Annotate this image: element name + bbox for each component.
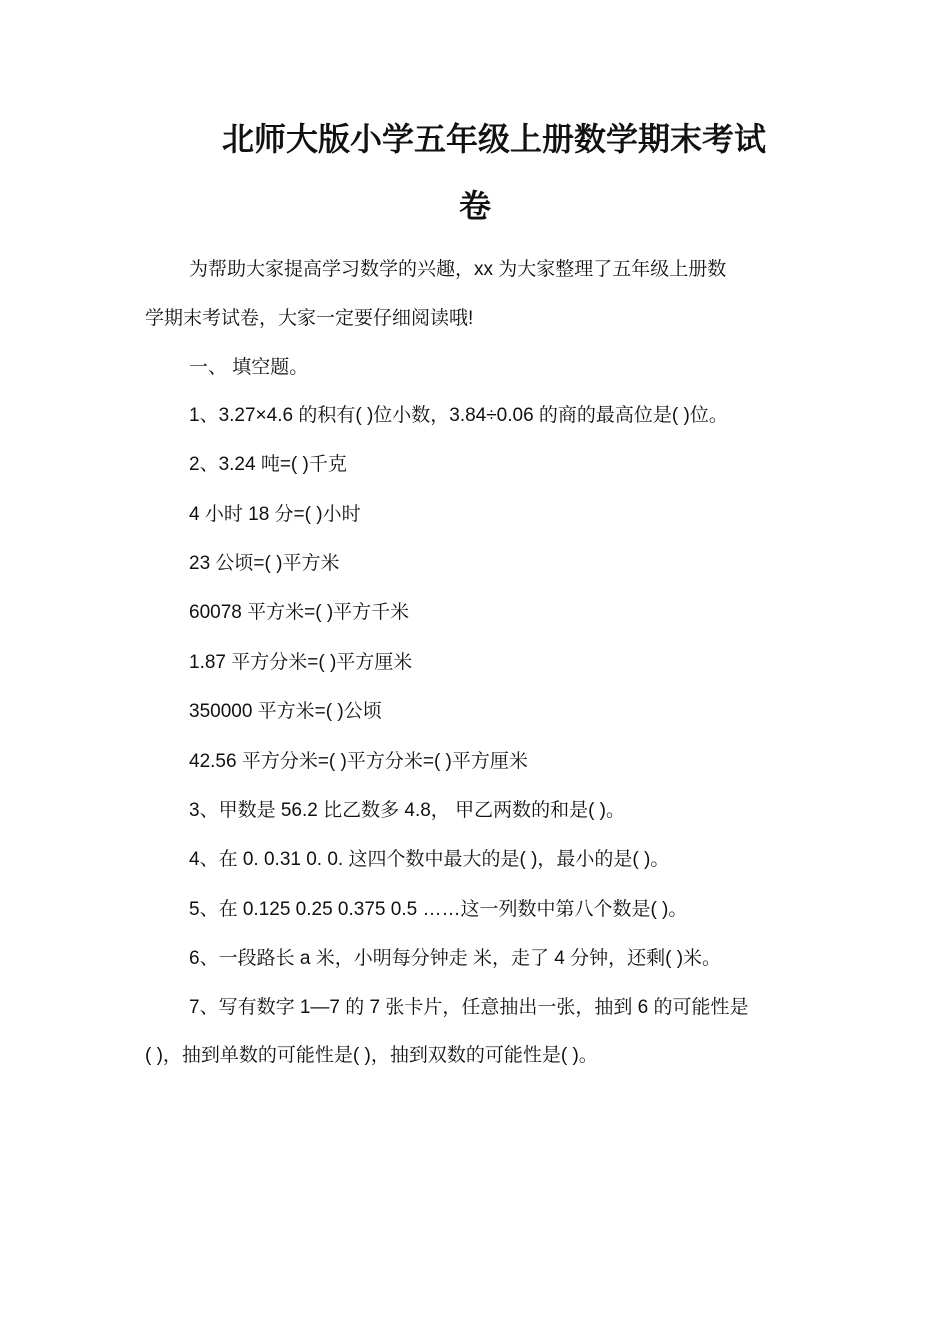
question-2-item: 4 小时 18 分=( )小时 bbox=[189, 504, 361, 525]
question-2-item: 350000 平方米=( )公顷 bbox=[189, 701, 382, 722]
section-heading: 一、 填空题。 bbox=[189, 357, 309, 378]
question-1: 1、3.27×4.6 的积有( )位小数，3.84÷0.06 的商的最高位是( )位。 bbox=[189, 405, 728, 426]
intro-paragraph-line-1: 为帮助大家提高学习数学的兴趣，xx 为大家整理了五年级上册数 bbox=[189, 259, 727, 280]
question-2-item: 23 公顷=( )平方米 bbox=[189, 553, 340, 574]
question-5: 5、在 0.125 0.25 0.375 0.5 ……这一列数中第八个数是( )。 bbox=[189, 899, 688, 920]
intro-paragraph-line-2: 学期末考试卷，大家一定要仔细阅读哦! bbox=[145, 308, 474, 329]
question-3: 3、甲数是 56.2 比乙数多 4.8， 甲乙两数的和是( )。 bbox=[189, 800, 626, 821]
question-6: 6、一段路长 a 米，小明每分钟走 米，走了 4 分钟，还剩( )米。 bbox=[189, 948, 722, 969]
question-2: 2、3.24 吨=( )千克 bbox=[189, 454, 347, 475]
document-title-line-1: 北师大版小学五年级上册数学期末考试 bbox=[222, 121, 767, 157]
document-title-line-2: 卷 bbox=[458, 188, 491, 224]
question-7-line-1: 7、写有数字 1—7 的 7 张卡片，任意抽出一张，抽到 6 的可能性是 bbox=[189, 997, 749, 1018]
question-7-line-2: ( )，抽到单数的可能性是( )，抽到双数的可能性是( )。 bbox=[145, 1045, 598, 1066]
question-2-item: 42.56 平方分米=( )平方分米=( )平方厘米 bbox=[189, 751, 528, 772]
question-2-item: 60078 平方米=( )平方千米 bbox=[189, 602, 410, 623]
question-4: 4、在 0. 0.31 0. 0. 这四个数中最大的是( )，最小的是( )。 bbox=[189, 849, 670, 870]
question-2-item: 1.87 平方分米=( )平方厘米 bbox=[189, 652, 413, 673]
